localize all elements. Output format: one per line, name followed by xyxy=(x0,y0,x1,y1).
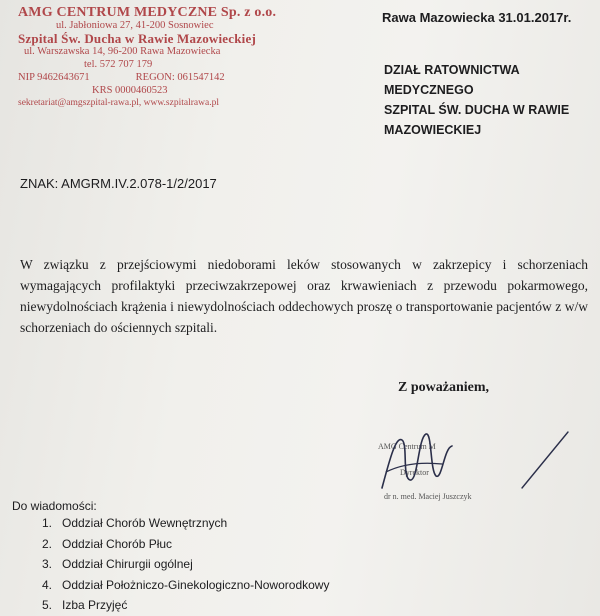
letter-date: Rawa Mazowiecka 31.01.2017r. xyxy=(382,10,572,25)
addressee-block xyxy=(384,60,594,140)
distribution-title: Do wiadomości: xyxy=(12,499,97,513)
distribution-list xyxy=(30,516,329,616)
handwritten-signature xyxy=(372,418,600,508)
list-item: 2. Oddział Chorób Płuc xyxy=(41,536,173,551)
stamp-company-address: ul. Jabłoniowa 27, 41-200 Sosnowiec xyxy=(56,20,214,31)
list-item: 1. Oddział Chorób Wewnętrznych xyxy=(41,516,228,530)
addressee-line: DZIAŁ RATOWNICTWA xyxy=(384,63,520,77)
stamp-contact: sekretariat@amgszpital-rawa.pl, www.szpitalrawa.pl xyxy=(18,98,219,108)
addressee-line: SZPITAL ŚW. DUCHA W RAWIE xyxy=(384,103,570,117)
stamp-phone: tel. 572 707 179 xyxy=(84,59,153,70)
signature-stamp-line: AMG Centrum M xyxy=(378,442,436,451)
signature-stamp-line: Dyrektor xyxy=(400,468,429,477)
reference-number: ZNAK: AMGRM.IV.2.078-1/2/2017 xyxy=(20,176,217,191)
signature-stamp-line: dr n. med. Maciej Juszczyk xyxy=(384,492,472,501)
stamp-ids xyxy=(18,71,288,84)
addressee-line: MAZOWIECKIEJ xyxy=(384,123,482,137)
addressee-line: MEDYCZNEGO xyxy=(384,83,474,97)
stamp-hospital: Szpital Św. Ducha w Rawie Mazowieckiej xyxy=(18,31,256,46)
company-stamp xyxy=(18,6,288,110)
stamp-company: AMG CENTRUM MEDYCZNE Sp. z o.o. xyxy=(18,5,277,20)
stamp-krs: KRS 0000460523 xyxy=(92,85,168,96)
stamp-regon: REGON: 061547142 xyxy=(135,72,225,83)
stamp-nip: NIP 9462643671 xyxy=(18,72,90,83)
list-item: 3. Oddział Chirurgii ogólnej xyxy=(41,557,193,571)
stamp-hospital-address: ul. Warszawska 14, 96-200 Rawa Mazowiecka xyxy=(24,46,221,57)
signature-area xyxy=(372,418,600,508)
closing-salutation: Z poważaniem, xyxy=(398,380,489,395)
letter-body: W związku z przejściowymi niedoborami leków stosowanych w zakrzepicy i schorzeniach wymagających profilaktyki przeciwzakrzepowej oraz krwawieniach z przewodu pokarmowego, niewydolnościach krążenia i niewydolnościach oddechowych proszę o transportowanie pacjentów z w/w schorzeniach do ościennych szpitali. xyxy=(20,257,588,335)
list-item: 5. Izba Przyjęć xyxy=(41,598,128,612)
list-item: 4. Oddział Położniczo-Ginekologiczno-Noworodkowy xyxy=(41,577,330,592)
